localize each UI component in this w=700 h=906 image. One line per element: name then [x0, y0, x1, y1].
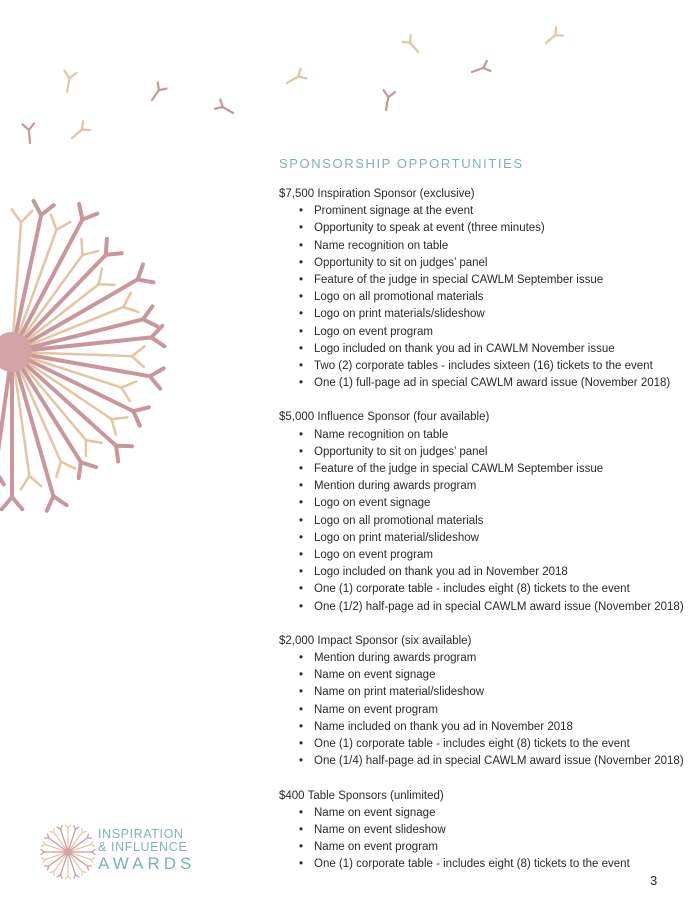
- benefit-item: [298, 581, 689, 598]
- logo-line-2: & INFLUENCE: [98, 840, 188, 854]
- benefit-list: [279, 203, 689, 392]
- benefit-text: Logo included on thank you ad in November 2018: [314, 566, 568, 579]
- benefit-item: [298, 324, 689, 341]
- bullet-icon: •: [299, 669, 304, 682]
- tier-list: [279, 186, 689, 874]
- bullet-icon: •: [299, 445, 304, 458]
- benefit-item: [298, 684, 689, 701]
- bullet-icon: •: [299, 549, 304, 562]
- bullet-icon: •: [299, 858, 304, 871]
- bullet-icon: •: [299, 497, 304, 510]
- logo-text: [98, 828, 195, 874]
- benefit-item: [298, 736, 689, 753]
- benefit-text: Logo on event program: [314, 325, 433, 338]
- benefit-item: [298, 272, 689, 289]
- bullet-icon: •: [299, 463, 304, 476]
- dandelion-flower: [0, 201, 164, 511]
- benefit-item: [298, 427, 689, 444]
- bullet-icon: •: [299, 514, 304, 527]
- bullet-icon: •: [299, 205, 304, 218]
- sponsor-tier: [279, 409, 689, 615]
- bullet-icon: •: [299, 256, 304, 269]
- benefit-item: [298, 753, 689, 770]
- logo-line-3: AWARDS: [98, 854, 196, 873]
- tier-title: $5,000 Influence Sponsor (four available): [279, 411, 490, 424]
- bullet-icon: •: [299, 428, 304, 441]
- bullet-icon: •: [299, 325, 304, 338]
- benefit-text: Opportunity to sit on judges’ panel: [314, 445, 488, 458]
- benefit-text: Name included on thank you ad in November 2018: [314, 720, 573, 733]
- benefit-item: [298, 306, 689, 323]
- benefit-item: [298, 220, 689, 237]
- benefit-text: Mention during awards program: [314, 480, 477, 493]
- benefit-text: Opportunity to speak at event (three minutes): [314, 222, 545, 235]
- page-number: 3: [650, 873, 658, 888]
- benefit-item: [298, 856, 689, 873]
- benefit-item: [298, 289, 689, 306]
- sponsor-tier: [279, 788, 689, 874]
- benefit-item: [298, 375, 689, 392]
- benefit-text: Opportunity to sit on judges’ panel: [314, 256, 488, 269]
- benefit-text: Feature of the judge in special CAWLM September issue: [314, 463, 604, 476]
- bullet-icon: •: [299, 686, 304, 699]
- benefit-list: [279, 650, 689, 770]
- logo-line-1: INSPIRATION: [98, 827, 184, 841]
- benefit-text: One (1) corporate table - includes eight (8) tickets to the event: [314, 738, 630, 751]
- bullet-icon: •: [299, 600, 304, 613]
- benefit-text: One (1/4) half-page ad in special CAWLM award issue (November 2018): [314, 755, 684, 768]
- benefit-text: Prominent signage at the event: [314, 205, 474, 218]
- benefit-item: [298, 495, 689, 512]
- benefit-item: [298, 513, 689, 530]
- benefit-item: [298, 255, 689, 272]
- benefit-item: [298, 530, 689, 547]
- tier-title: $2,000 Impact Sponsor (six available): [279, 634, 472, 647]
- benefit-item: [298, 805, 689, 822]
- benefit-item: [298, 238, 689, 255]
- benefit-text: One (1) corporate table - includes eight (8) tickets to the event: [314, 583, 630, 596]
- benefit-item: [298, 839, 689, 856]
- bullet-icon: •: [299, 806, 304, 819]
- benefit-item: [298, 702, 689, 719]
- bullet-icon: •: [299, 823, 304, 836]
- benefit-item: [298, 667, 689, 684]
- tier-title: $400 Table Sponsors (unlimited): [279, 789, 444, 802]
- bullet-icon: •: [299, 291, 304, 304]
- benefit-text: One (1) corporate table - includes eight (8) tickets to the event: [314, 858, 630, 871]
- sponsor-tier: [279, 633, 689, 771]
- benefit-text: One (1) full-page ad in special CAWLM award issue (November 2018): [314, 377, 671, 390]
- benefit-text: Two (2) corporate tables - includes sixteen (16) tickets to the event: [314, 360, 653, 373]
- benefit-item: [298, 599, 689, 616]
- benefit-text: Name on print material/slideshow: [314, 686, 485, 699]
- bullet-icon: •: [299, 274, 304, 287]
- benefit-text: Logo on all promotional materials: [314, 291, 484, 304]
- benefit-text: Name on event slideshow: [314, 823, 446, 836]
- benefit-text: Name recognition on table: [314, 239, 449, 252]
- benefit-text: Logo on print materials/slideshow: [314, 308, 485, 321]
- benefit-item: [298, 461, 689, 478]
- benefit-item: [298, 650, 689, 667]
- benefit-item: [298, 564, 689, 581]
- bullet-icon: •: [299, 841, 304, 854]
- bullet-icon: •: [299, 720, 304, 733]
- section-heading: SPONSORSHIP OPPORTUNITIES: [279, 156, 524, 171]
- sponsorship-content: [279, 155, 689, 891]
- bullet-icon: •: [299, 360, 304, 373]
- benefit-list: [279, 805, 689, 874]
- benefit-text: Feature of the judge in special CAWLM September issue: [314, 274, 604, 287]
- benefit-list: [279, 427, 689, 616]
- benefit-text: Logo on all promotional materials: [314, 514, 484, 527]
- bullet-icon: •: [299, 583, 304, 596]
- benefit-item: [298, 547, 689, 564]
- bullet-icon: •: [299, 652, 304, 665]
- benefit-text: Name on event program: [314, 841, 439, 854]
- benefit-item: [298, 822, 689, 839]
- bullet-icon: •: [299, 342, 304, 355]
- benefit-item: [298, 341, 689, 358]
- bullet-icon: •: [299, 703, 304, 716]
- floating-seeds: [23, 28, 563, 143]
- bullet-icon: •: [299, 308, 304, 321]
- bullet-icon: •: [299, 755, 304, 768]
- benefit-item: [298, 478, 689, 495]
- tier-title: $7,500 Inspiration Sponsor (exclusive): [279, 188, 475, 200]
- logo-dandelion-icon: [38, 822, 98, 882]
- benefit-text: One (1/2) half-page ad in special CAWLM award issue (November 2018): [314, 600, 684, 613]
- bullet-icon: •: [299, 377, 304, 390]
- benefit-text: Logo included on thank you ad in CAWLM November issue: [314, 342, 615, 355]
- benefit-text: Logo on event program: [314, 549, 433, 562]
- bullet-icon: •: [299, 566, 304, 579]
- bullet-icon: •: [299, 239, 304, 252]
- benefit-item: [298, 719, 689, 736]
- benefit-text: Name recognition on table: [314, 428, 449, 441]
- benefit-item: [298, 444, 689, 461]
- benefit-text: Name on event program: [314, 703, 439, 716]
- benefit-text: Name on event signage: [314, 806, 436, 819]
- bullet-icon: •: [299, 738, 304, 751]
- benefit-text: Name on event signage: [314, 669, 436, 682]
- awards-logo: [36, 818, 206, 890]
- benefit-item: [298, 358, 689, 375]
- sponsor-tier: [279, 186, 689, 392]
- benefit-text: Mention during awards program: [314, 652, 477, 665]
- bullet-icon: •: [299, 222, 304, 235]
- benefit-item: [298, 203, 689, 220]
- benefit-text: Logo on event signage: [314, 497, 431, 510]
- benefit-text: Logo on print material/slideshow: [314, 531, 479, 544]
- bullet-icon: •: [299, 531, 304, 544]
- bullet-icon: •: [299, 480, 304, 493]
